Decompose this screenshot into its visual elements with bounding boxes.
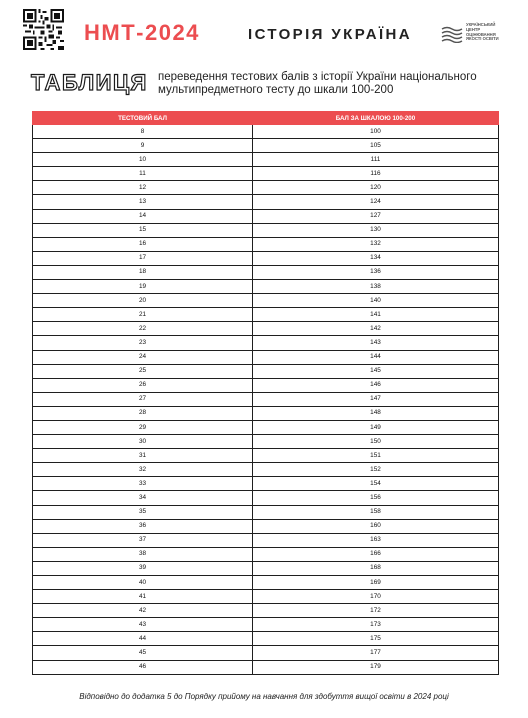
table-row: [33, 590, 499, 604]
test-score-cell: 32: [33, 463, 253, 477]
table-row: [33, 618, 499, 632]
test-score-cell: 26: [33, 378, 253, 392]
test-score-cell: 13: [33, 195, 253, 209]
test-score-cell: 44: [33, 632, 253, 646]
test-score-cell: 8: [33, 125, 253, 139]
scaled-score-cell: 105: [253, 139, 499, 153]
scaled-score-cell: 170: [253, 590, 499, 604]
table-row: [33, 139, 499, 153]
qr-code-icon: [23, 9, 64, 50]
scaled-score-cell: 152: [253, 463, 499, 477]
footnote: Відповідно до додатка 5 до Порядку прийому на навчання для здобуття вищої освіти в 2024 році: [79, 692, 449, 701]
test-score-cell: 19: [33, 280, 253, 294]
table-row: [33, 167, 499, 181]
scaled-score-cell: 142: [253, 322, 499, 336]
test-score-cell: 9: [33, 139, 253, 153]
test-score-cell: 10: [33, 153, 253, 167]
scaled-score-cell: 166: [253, 547, 499, 561]
test-score-cell: 27: [33, 392, 253, 406]
table-row: [33, 336, 499, 350]
table-row: [33, 449, 499, 463]
table-row: [33, 435, 499, 449]
subject-title: ІСТОРІЯ УКРАЇНА: [248, 26, 413, 43]
scaled-score-cell: 146: [253, 378, 499, 392]
table-row: [33, 576, 499, 590]
test-score-cell: 14: [33, 209, 253, 223]
test-score-cell: 30: [33, 435, 253, 449]
ucoz-logo-icon: [441, 25, 463, 43]
table-row: [33, 181, 499, 195]
table-row: [33, 477, 499, 491]
test-score-cell: 36: [33, 519, 253, 533]
scaled-score-cell: 151: [253, 449, 499, 463]
table-body: [33, 125, 499, 675]
table-row: [33, 125, 499, 139]
scaled-score-cell: 100: [253, 125, 499, 139]
scaled-score-cell: 147: [253, 392, 499, 406]
table-row: [33, 632, 499, 646]
test-score-cell: 12: [33, 181, 253, 195]
page-header: [0, 0, 528, 66]
table-row: [33, 237, 499, 251]
scaled-score-cell: 177: [253, 646, 499, 660]
scaled-score-cell: 149: [253, 420, 499, 434]
test-score-cell: 22: [33, 322, 253, 336]
table-row: [33, 251, 499, 265]
test-score-cell: 37: [33, 533, 253, 547]
table-row: [33, 364, 499, 378]
scaled-score-cell: 160: [253, 519, 499, 533]
scaled-score-cell: 150: [253, 435, 499, 449]
scaled-score-cell: 127: [253, 209, 499, 223]
scaled-score-cell: 132: [253, 237, 499, 251]
test-score-cell: 20: [33, 294, 253, 308]
table-row: [33, 604, 499, 618]
table-row: [33, 505, 499, 519]
test-score-cell: 24: [33, 350, 253, 364]
table-header-row: [33, 112, 499, 125]
ucoz-logo-text: [466, 23, 512, 42]
test-score-cell: 41: [33, 590, 253, 604]
test-score-cell: 16: [33, 237, 253, 251]
table-row: [33, 280, 499, 294]
table-row: [33, 195, 499, 209]
test-score-cell: 11: [33, 167, 253, 181]
test-score-cell: 29: [33, 420, 253, 434]
test-score-cell: 15: [33, 223, 253, 237]
score-conversion-table: [32, 111, 499, 675]
scaled-score-cell: 140: [253, 294, 499, 308]
scaled-score-cell: 144: [253, 350, 499, 364]
table-row: [33, 660, 499, 674]
table-row: [33, 519, 499, 533]
column-header-scaled-score: БАЛ ЗА ШКАЛОЮ 100-200: [253, 112, 499, 125]
scaled-score-cell: 154: [253, 477, 499, 491]
table-row: [33, 392, 499, 406]
exam-title: НМТ-2024: [84, 20, 200, 45]
scaled-score-cell: 124: [253, 195, 499, 209]
table-row: [33, 153, 499, 167]
scaled-score-cell: 116: [253, 167, 499, 181]
scaled-score-cell: 136: [253, 265, 499, 279]
scaled-score-cell: 141: [253, 308, 499, 322]
scaled-score-cell: 120: [253, 181, 499, 195]
scaled-score-cell: 111: [253, 153, 499, 167]
test-score-cell: 21: [33, 308, 253, 322]
table-row: [33, 406, 499, 420]
test-score-cell: 25: [33, 364, 253, 378]
scaled-score-cell: 169: [253, 576, 499, 590]
test-score-cell: 23: [33, 336, 253, 350]
table-row: [33, 350, 499, 364]
table-row: [33, 308, 499, 322]
test-score-cell: 33: [33, 477, 253, 491]
table-row: [33, 294, 499, 308]
test-score-cell: 46: [33, 660, 253, 674]
test-score-cell: 40: [33, 576, 253, 590]
test-score-cell: 45: [33, 646, 253, 660]
scaled-score-cell: 130: [253, 223, 499, 237]
scaled-score-cell: 175: [253, 632, 499, 646]
description-line: мультипредметного тесту до шкали 100-200: [158, 84, 394, 96]
table-row: [33, 646, 499, 660]
test-score-cell: 28: [33, 406, 253, 420]
scaled-score-cell: 179: [253, 660, 499, 674]
table-title-word: ТАБЛИЦЯ: [31, 70, 148, 95]
scaled-score-cell: 148: [253, 406, 499, 420]
scaled-score-cell: 134: [253, 251, 499, 265]
test-score-cell: 35: [33, 505, 253, 519]
scaled-score-cell: 172: [253, 604, 499, 618]
ucoz-logo-line: ЯКОСТІ ОСВІТИ: [466, 36, 499, 42]
table-title-description: [158, 71, 518, 97]
test-score-cell: 31: [33, 449, 253, 463]
table-row: [33, 378, 499, 392]
scaled-score-cell: 168: [253, 561, 499, 575]
ucoz-logo-line: УКРАЇНСЬКИЙ: [466, 22, 496, 27]
column-header-test-score: ТЕСТОВИЙ БАЛ: [33, 112, 253, 125]
scaled-score-cell: 163: [253, 533, 499, 547]
ucoz-logo-line: ОЦІНЮВАННЯ: [466, 31, 496, 37]
table-row: [33, 209, 499, 223]
test-score-cell: 42: [33, 604, 253, 618]
table-row: [33, 420, 499, 434]
test-score-cell: 39: [33, 561, 253, 575]
table-row: [33, 265, 499, 279]
scaled-score-cell: 143: [253, 336, 499, 350]
scaled-score-cell: 158: [253, 505, 499, 519]
test-score-cell: 18: [33, 265, 253, 279]
table-row: [33, 463, 499, 477]
scaled-score-cell: 156: [253, 491, 499, 505]
table-row: [33, 322, 499, 336]
scaled-score-cell: 138: [253, 280, 499, 294]
scaled-score-cell: 173: [253, 618, 499, 632]
table-row: [33, 491, 499, 505]
table-row: [33, 547, 499, 561]
test-score-cell: 17: [33, 251, 253, 265]
scaled-score-cell: 145: [253, 364, 499, 378]
table-row: [33, 561, 499, 575]
test-score-cell: 34: [33, 491, 253, 505]
ucoz-logo-line: ЦЕНТР: [466, 26, 481, 32]
table-row: [33, 533, 499, 547]
table-row: [33, 223, 499, 237]
description-line: переведення тестових балів з історії України національного: [158, 71, 477, 83]
test-score-cell: 38: [33, 547, 253, 561]
test-score-cell: 43: [33, 618, 253, 632]
